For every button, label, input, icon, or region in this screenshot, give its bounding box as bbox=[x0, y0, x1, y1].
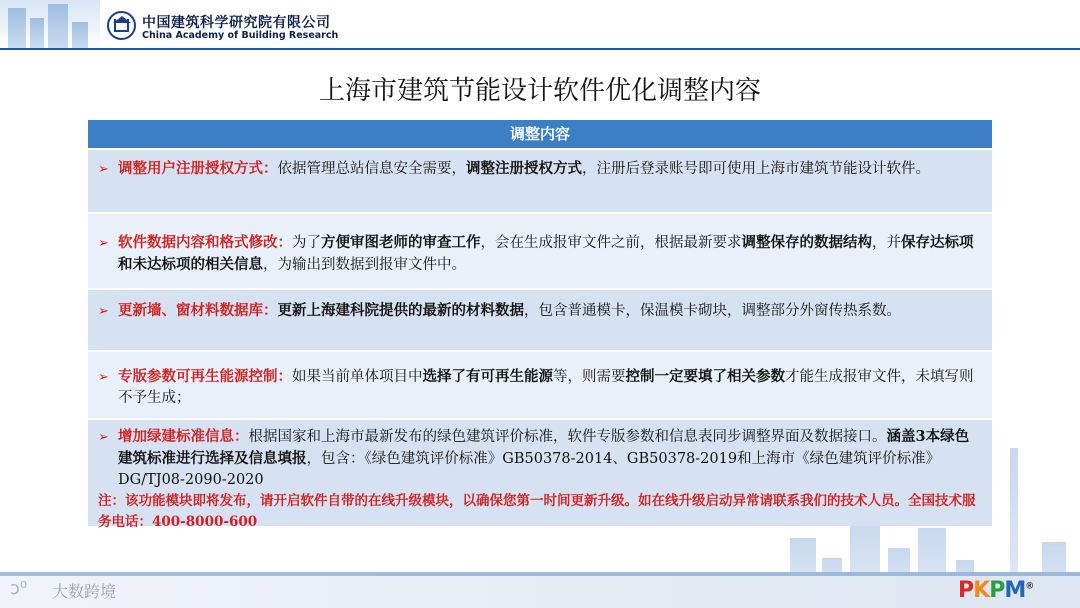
org-name-cn: 中国建筑科学研究院有限公司 bbox=[142, 15, 331, 31]
row-lead: 软件数据内容和格式修改： bbox=[118, 234, 292, 251]
row-note: 注：该功能模块即将发布，请开启软件自带的在线升级模块，以确保您第一时间更新升级。如在线升级启动异常请联系我们的技术人员。全国技术服务电话：400-8000-600 bbox=[98, 493, 976, 530]
footer-bar bbox=[0, 572, 1080, 608]
table-row bbox=[88, 350, 992, 418]
table-row bbox=[88, 212, 992, 288]
row-text: 依据管理总站信息安全需要， bbox=[277, 161, 466, 177]
row-bold: 调整保存的数据结构 bbox=[741, 234, 872, 251]
table-row bbox=[88, 148, 992, 212]
row-bold: 调整注册授权方式 bbox=[466, 160, 582, 177]
pkpm-logo: PKPM® bbox=[958, 578, 1034, 603]
row-text: ，包含普通模卡，保温模卡砌块，调整部分外窗传热系数。 bbox=[524, 303, 901, 319]
row-bold: 涵盖3本绿色建筑标准进行选择及信息填报 bbox=[118, 428, 970, 467]
table-row bbox=[88, 288, 992, 350]
arrow-bullet-icon: ➢ bbox=[98, 162, 109, 177]
arrow-bullet-icon: ➢ bbox=[98, 430, 109, 445]
row-bold: 更新上海建科院提供的最新的材料数据 bbox=[277, 302, 524, 319]
row-lead: 更新墙、窗材料数据库： bbox=[118, 302, 278, 319]
row-bold: 方便审图老师的审查工作 bbox=[321, 234, 481, 251]
row-lead: 调整用户注册授权方式： bbox=[118, 160, 278, 177]
row-text: ，为输出到数据到报审文件中。 bbox=[263, 257, 466, 273]
adjustment-table bbox=[88, 120, 992, 530]
cabr-logo-icon bbox=[107, 11, 136, 40]
row-text: 等，则需要 bbox=[553, 369, 626, 385]
arrow-bullet-icon: ➢ bbox=[98, 304, 109, 319]
row-bold: 选择了有可再生能源 bbox=[422, 368, 553, 385]
row-text: ，并 bbox=[872, 235, 901, 251]
arrow-bullet-icon: ➢ bbox=[98, 370, 109, 385]
table-header: 调整内容 bbox=[88, 120, 992, 148]
table-row bbox=[88, 418, 992, 530]
row-text: 才能生成报审文件，未填写则不予生成； bbox=[118, 369, 974, 406]
row-text: 如果当前单体项目中 bbox=[292, 369, 423, 385]
watermark-text: 大数跨境 bbox=[52, 582, 117, 601]
row-text: 为了 bbox=[292, 235, 321, 251]
row-bold: 控制一定要填了相关参数 bbox=[625, 368, 785, 385]
row-lead: 增加绿建标准信息： bbox=[118, 428, 249, 445]
header-divider bbox=[0, 48, 1080, 50]
arrow-bullet-icon: ➢ bbox=[98, 236, 109, 251]
header-building-graphic bbox=[0, 0, 100, 48]
org-name-en: China Academy of Building Research bbox=[142, 30, 339, 41]
row-text: 根据国家和上海市最新发布的绿色建筑评价标准，软件专版参数和信息表同步调整界面及数据接口。 bbox=[248, 429, 887, 445]
row-text: ，注册后登录账号即可使用上海市建筑节能设计软件。 bbox=[582, 161, 930, 177]
page-title: 上海市建筑节能设计软件优化调整内容 bbox=[318, 76, 761, 106]
watermark-logo-icon: ↄ⁰ bbox=[10, 578, 28, 599]
row-lead: 专版参数可再生能源控制： bbox=[118, 368, 292, 385]
row-text: ，包含：《绿色建筑评价标准》GB50378-2014、GB50378-2019和上海市《绿色建筑评价标准》DG/TJ08-2090-2020 bbox=[118, 451, 941, 488]
row-text: ，会在生成报审文件之前，根据最新要求 bbox=[480, 235, 742, 251]
row-bold: 保存达标项和未达标项的相关信息 bbox=[118, 234, 974, 273]
